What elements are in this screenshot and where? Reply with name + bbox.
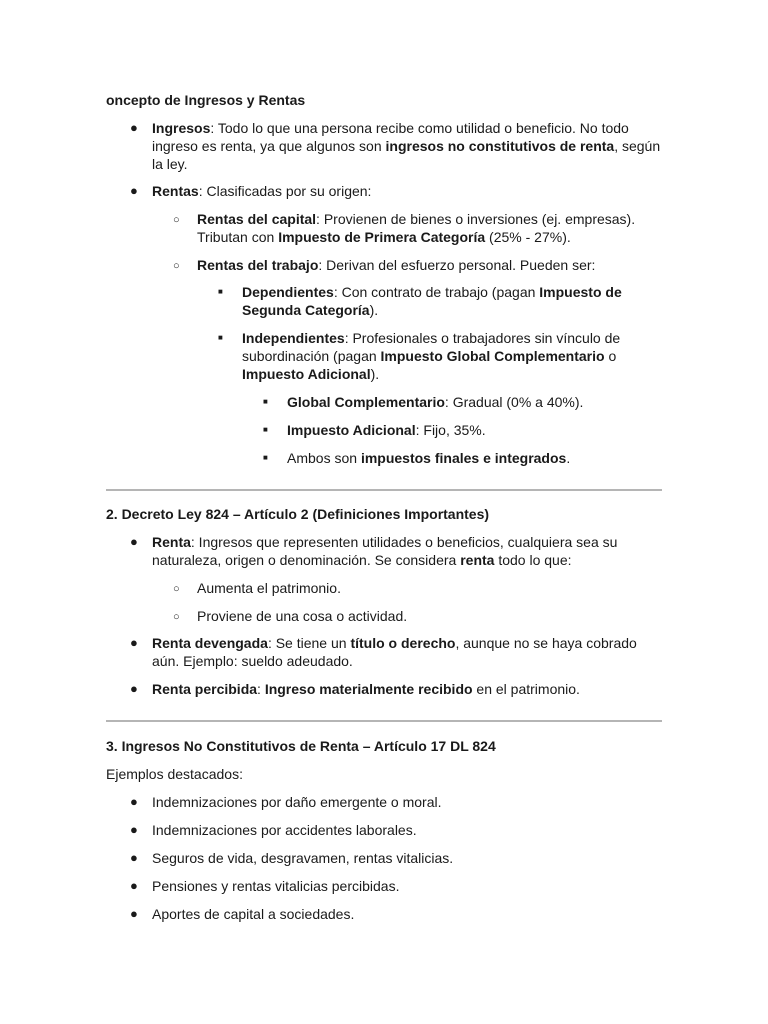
list-item-example: ● Seguros de vida, desgravamen, rentas vitalicias. xyxy=(130,850,454,866)
bullet-disc-icon: ● xyxy=(130,822,138,837)
bullet-disc-icon: ● xyxy=(130,906,138,921)
list-item-aumenta-patrimonio: ○ Aumenta el patrimonio. xyxy=(173,580,341,596)
list-item-independientes: ■ Independientes: Profesionales o trabajadores sin vínculo de subordinación (pagan Impuesto Global Complementario o Impuesto Adicional). xyxy=(218,330,621,382)
list-item-global-complementario: ■ Global Complementario: Gradual (0% a 40%). xyxy=(263,394,584,410)
bullet-circle-icon: ○ xyxy=(173,214,180,226)
bullet-square-icon: ■ xyxy=(218,287,223,296)
list-item-dependientes: ■ Dependientes: Con contrato de trabajo (pagan Impuesto de Segunda Categoría). xyxy=(218,284,622,318)
list-item-example: ● Aportes de capital a sociedades. xyxy=(130,906,355,922)
section-3-title: 3. Ingresos No Constitutivos de Renta – Artículo 17 DL 824 xyxy=(106,738,496,754)
list-item-renta-devengada: ● Renta devengada: Se tiene un título o derecho, aunque no se haya cobrado aún. Ejemplo: sueldo adeudado. xyxy=(130,635,637,669)
list-item-renta-percibida: ● Renta percibida: Ingreso materialmente recibido en el patrimonio. xyxy=(130,681,580,697)
bullet-square-icon: ■ xyxy=(263,397,268,406)
section-divider xyxy=(106,720,662,722)
bullet-disc-icon: ● xyxy=(130,120,138,135)
section-divider xyxy=(106,489,662,491)
bullet-disc-icon: ● xyxy=(130,794,138,809)
bullet-circle-icon: ○ xyxy=(173,260,180,272)
list-item-ingresos: ● Ingresos: Todo lo que una persona recibe como utilidad o beneficio. No todo ingreso es renta, ya que algunos son ingresos no constitutivos de renta, según la ley. xyxy=(130,120,661,172)
list-item-proviene-actividad: ○ Proviene de una cosa o actividad. xyxy=(173,608,408,624)
bullet-disc-icon: ● xyxy=(130,850,138,865)
bullet-disc-icon: ● xyxy=(130,681,138,696)
list-item-impuesto-adicional: ■ Impuesto Adicional: Fijo, 35%. xyxy=(263,422,486,438)
bullet-circle-icon: ○ xyxy=(173,611,180,623)
bullet-square-icon: ■ xyxy=(263,425,268,434)
list-item-example: ● Indemnizaciones por accidentes laborales. xyxy=(130,822,417,838)
list-item-rentas-trabajo: ○ Rentas del trabajo: Derivan del esfuerzo personal. Pueden ser: xyxy=(173,257,596,273)
bullet-circle-icon: ○ xyxy=(173,583,180,595)
bullet-disc-icon: ● xyxy=(130,183,138,198)
bullet-disc-icon: ● xyxy=(130,635,138,650)
examples-intro: Ejemplos destacados: xyxy=(106,766,243,782)
bullet-square-icon: ■ xyxy=(263,453,268,462)
list-item-example: ● Indemnizaciones por daño emergente o moral. xyxy=(130,794,442,810)
list-item-ambos: ■ Ambos son impuestos finales e integrados. xyxy=(263,450,571,466)
list-item-example: ● Pensiones y rentas vitalicias percibidas. xyxy=(130,878,400,894)
bullet-square-icon: ■ xyxy=(218,333,223,342)
section-1-title: oncepto de Ingresos y Rentas xyxy=(106,92,306,108)
list-item-renta: ● Renta: Ingresos que representen utilidades o beneficios, cualquiera sea su naturaleza, origen o denominación. Se considera renta todo lo que: xyxy=(130,534,618,568)
section-2-title: 2. Decreto Ley 824 – Artículo 2 (Definiciones Importantes) xyxy=(106,506,490,522)
list-item-rentas-capital: ○ Rentas del capital: Provienen de bienes o inversiones (ej. empresas). Tributan con Impuesto de Primera Categoría (25% - 27%). xyxy=(173,211,636,245)
list-item-rentas: ● Rentas: Clasificadas por su origen: xyxy=(130,183,372,199)
bullet-disc-icon: ● xyxy=(130,878,138,893)
bullet-disc-icon: ● xyxy=(130,534,138,549)
